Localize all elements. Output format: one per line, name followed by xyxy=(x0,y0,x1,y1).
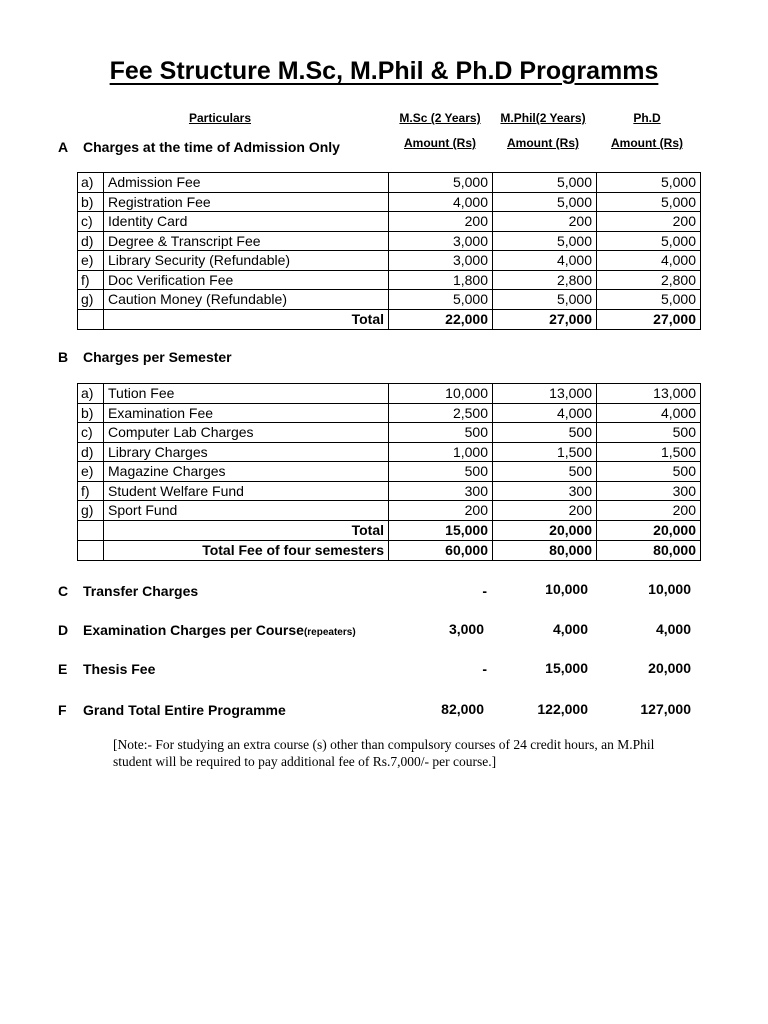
section-e-mphil: 15,000 xyxy=(545,660,588,676)
total-mphil: 20,000 xyxy=(493,520,597,540)
section-c-title: Transfer Charges xyxy=(83,583,199,599)
row-mphil: 5,000 xyxy=(493,290,597,310)
table-row xyxy=(78,501,701,521)
row-index: g) xyxy=(78,290,104,310)
row-msc: 1,800 xyxy=(389,270,493,290)
row-phd: 5,000 xyxy=(597,192,701,212)
table-row xyxy=(78,231,701,251)
row-label: Degree & Transcript Fee xyxy=(104,231,389,251)
table-row xyxy=(78,251,701,271)
table-row-total-four-semesters xyxy=(78,540,701,560)
row-mphil: 500 xyxy=(493,423,597,443)
row-msc: 300 xyxy=(389,481,493,501)
total-phd: 20,000 xyxy=(597,520,701,540)
row-msc: 200 xyxy=(389,501,493,521)
note-text: [Note:- For studying an extra course (s) other than compulsory courses of 24 credit hours, an M.Phil student will be required to pay additional fee of Rs.7,000/- per course.] xyxy=(113,737,655,769)
page-title: Fee Structure M.Sc, M.Phil & Ph.D Programms xyxy=(109,57,659,85)
section-b-title: Charges per Semester xyxy=(83,349,232,365)
row-phd: 4,000 xyxy=(597,403,701,423)
row-msc: 3,000 xyxy=(389,251,493,271)
row-index: a) xyxy=(78,173,104,193)
row-msc: 500 xyxy=(389,423,493,443)
row-label: Library Charges xyxy=(104,442,389,462)
header-msc: M.Sc (2 Years) xyxy=(399,111,481,125)
row-phd: 4,000 xyxy=(597,251,701,271)
row-msc: 3,000 xyxy=(389,231,493,251)
row-index: c) xyxy=(78,423,104,443)
row-msc: 1,000 xyxy=(389,442,493,462)
table-row xyxy=(78,403,701,423)
section-f-phd: 127,000 xyxy=(640,701,691,717)
row-index: f) xyxy=(78,270,104,290)
section-d-title-suffix: (repeaters) xyxy=(303,627,356,638)
row-phd: 200 xyxy=(597,212,701,232)
row-mphil: 1,500 xyxy=(493,442,597,462)
section-a-title: Charges at the time of Admission Only xyxy=(83,139,340,155)
section-f-msc: 82,000 xyxy=(441,701,484,717)
row-index: f) xyxy=(78,481,104,501)
section-e-msc: - xyxy=(482,661,487,677)
header-mphil: M.Phil(2 Years) xyxy=(500,111,586,125)
total-four-mphil: 80,000 xyxy=(493,540,597,560)
section-f-mphil: 122,000 xyxy=(537,701,588,717)
total-label: Total xyxy=(104,309,389,329)
row-mphil: 2,800 xyxy=(493,270,597,290)
amount-label-mphil: Amount (Rs) xyxy=(507,136,579,150)
row-index: g) xyxy=(78,501,104,521)
amount-label-msc: Amount (Rs) xyxy=(404,136,476,150)
semester-charges-table xyxy=(77,383,701,561)
row-msc: 10,000 xyxy=(389,384,493,404)
row-phd: 500 xyxy=(597,462,701,482)
section-d-title-main: Examination Charges per Course xyxy=(83,622,304,638)
section-b-letter: B xyxy=(58,349,69,365)
total-msc: 15,000 xyxy=(389,520,493,540)
row-phd: 13,000 xyxy=(597,384,701,404)
row-index: e) xyxy=(78,251,104,271)
table-row xyxy=(78,384,701,404)
row-index: d) xyxy=(78,442,104,462)
header-phd: Ph.D xyxy=(633,111,661,125)
row-index: c) xyxy=(78,212,104,232)
row-label: Computer Lab Charges xyxy=(104,423,389,443)
row-msc: 2,500 xyxy=(389,403,493,423)
table-row xyxy=(78,481,701,501)
row-phd: 5,000 xyxy=(597,173,701,193)
row-phd: 1,500 xyxy=(597,442,701,462)
row-mphil: 5,000 xyxy=(493,173,597,193)
admission-charges-table xyxy=(77,172,701,330)
table-row-total xyxy=(78,309,701,329)
total-label: Total xyxy=(104,520,389,540)
row-phd: 300 xyxy=(597,481,701,501)
total-four-msc: 60,000 xyxy=(389,540,493,560)
section-d-msc: 3,000 xyxy=(448,621,484,637)
row-label: Registration Fee xyxy=(104,192,389,212)
row-label: Admission Fee xyxy=(104,173,389,193)
row-msc: 200 xyxy=(389,212,493,232)
section-c-msc: - xyxy=(482,583,487,599)
row-mphil: 300 xyxy=(493,481,597,501)
row-mphil: 4,000 xyxy=(493,251,597,271)
total-four-label: Total Fee of four semesters xyxy=(104,540,389,560)
table-row xyxy=(78,212,701,232)
row-index: d) xyxy=(78,231,104,251)
row-mphil: 4,000 xyxy=(493,403,597,423)
row-label: Sport Fund xyxy=(104,501,389,521)
section-d-phd: 4,000 xyxy=(655,621,691,637)
section-e-phd: 20,000 xyxy=(648,660,691,676)
row-index: b) xyxy=(78,192,104,212)
section-c-mphil: 10,000 xyxy=(545,581,588,597)
table-row xyxy=(78,270,701,290)
row-phd: 500 xyxy=(597,423,701,443)
row-label: Library Security (Refundable) xyxy=(104,251,389,271)
row-label: Tution Fee xyxy=(104,384,389,404)
row-label: Magazine Charges xyxy=(104,462,389,482)
section-d-mphil: 4,000 xyxy=(552,621,588,637)
section-a-letter: A xyxy=(58,139,69,155)
row-phd: 5,000 xyxy=(597,290,701,310)
row-msc: 5,000 xyxy=(389,173,493,193)
row-index: e) xyxy=(78,462,104,482)
section-c-phd: 10,000 xyxy=(648,581,691,597)
row-label: Identity Card xyxy=(104,212,389,232)
section-d-letter: D xyxy=(58,622,69,638)
row-phd: 200 xyxy=(597,501,701,521)
row-phd: 2,800 xyxy=(597,270,701,290)
section-e-title: Thesis Fee xyxy=(83,661,156,677)
table-row-total xyxy=(78,520,701,540)
section-f-letter: F xyxy=(58,702,67,718)
row-mphil: 500 xyxy=(493,462,597,482)
row-label: Examination Fee xyxy=(104,403,389,423)
section-c-letter: C xyxy=(58,583,69,599)
table-row xyxy=(78,173,701,193)
header-particulars: Particulars xyxy=(188,111,252,125)
row-label: Caution Money (Refundable) xyxy=(104,290,389,310)
row-mphil: 200 xyxy=(493,501,597,521)
row-index: b) xyxy=(78,403,104,423)
row-index: a) xyxy=(78,384,104,404)
total-phd: 27,000 xyxy=(597,309,701,329)
amount-label-phd: Amount (Rs) xyxy=(611,136,683,150)
row-label: Student Welfare Fund xyxy=(104,481,389,501)
row-phd: 5,000 xyxy=(597,231,701,251)
row-mphil: 5,000 xyxy=(493,231,597,251)
table-row xyxy=(78,462,701,482)
row-label: Doc Verification Fee xyxy=(104,270,389,290)
row-msc: 5,000 xyxy=(389,290,493,310)
row-mphil: 200 xyxy=(493,212,597,232)
total-mphil: 27,000 xyxy=(493,309,597,329)
section-e-letter: E xyxy=(58,661,68,677)
table-row xyxy=(78,423,701,443)
row-msc: 4,000 xyxy=(389,192,493,212)
row-mphil: 5,000 xyxy=(493,192,597,212)
row-msc: 500 xyxy=(389,462,493,482)
row-mphil: 13,000 xyxy=(493,384,597,404)
total-msc: 22,000 xyxy=(389,309,493,329)
table-row xyxy=(78,192,701,212)
section-d-title xyxy=(83,622,356,638)
total-four-phd: 80,000 xyxy=(597,540,701,560)
table-row xyxy=(78,442,701,462)
section-f-title: Grand Total Entire Programme xyxy=(83,702,286,718)
table-row xyxy=(78,290,701,310)
